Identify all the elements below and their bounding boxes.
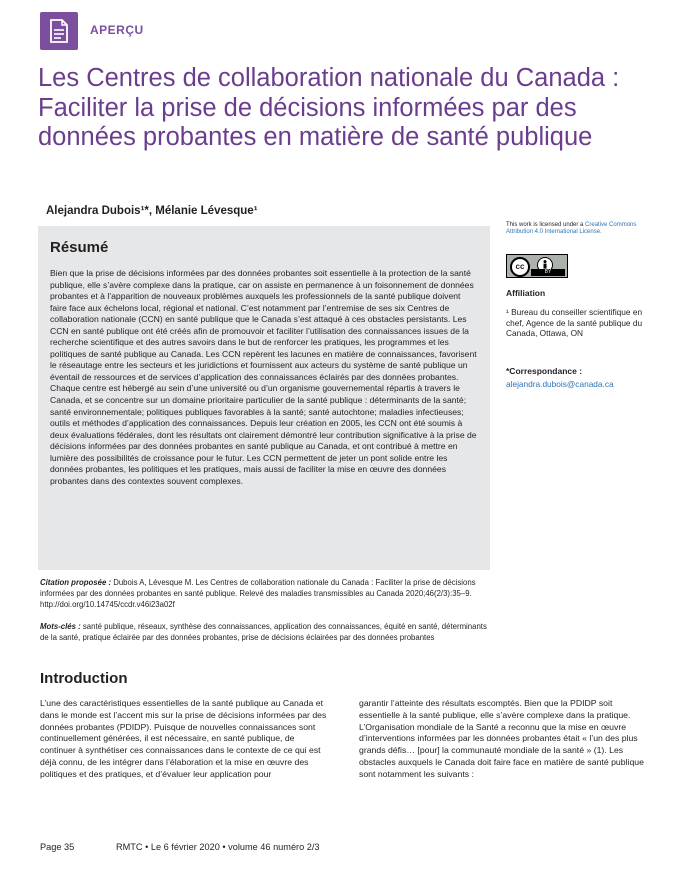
- cc-icon: cc: [510, 257, 530, 277]
- journal-info: RMTC • Le 6 février 2020 • volume 46 numéro 2/3: [116, 842, 320, 852]
- page-footer: [40, 842, 320, 852]
- abstract-text: Bien que la prise de décisions informées par des données probantes soit essentielle à la protection de la santé publique, elle s’avère complexe dans la pratique, car on assiste en permanence à un foisonnement de données probantes et à l’apparition de nouveaux problèmes auxquels les professionnels de la santé publique doivent faire face aux échelons local, régional et national. C’est notamment par l’entremise de ses six Centres de collaboration nationale (CCN) en santé publique que le Canada s’est attaqué à ces obstacles persistants. Les CCN en santé publique ont été créés afin de promouvoir et faciliter l’utilisation des connaissances issues de la recherche scientifique et des autres savoirs dans le but de renforcer les pratiques, les programmes et les politiques de santé publique au Canada. Les CCN repèrent les lacunes en matière de connaissances, favorisent le réseautage entre les secteurs et les juridictions et fournissent aux acteurs du système de santé publique un éventail de ressources et de services d’application des connaissances éclairés par des données probantes. Chaque centre est hébergé au sein d’une université ou d’un organisme gouvernemental répartis à travers le Canada, et se concentre sur un domaine prioritaire particulier de la santé publique : déterminants de la santé; santé environnementale; politiques publiques favorables à la santé; santé autochtone; maladies infectieuses; outils et méthodes d’application des connaissances. Depuis leur création en 2005, les CCN ont été soumis à deux évaluations fédérales, dont les résultats ont clairement démontré leur contribution significative à la prise de décisions informées par des données probantes en santé publique au Canada, et ont contribué à mettre en lumière des possibilités de croissance pour le futur. Les CCN permettent de jeter un pont solide entre les données probantes, les politiques et les pratiques, mais aussi de faciliter la mise en œuvre des données probantes dans des contextes souvent complexes.: [50, 268, 477, 486]
- keywords-text: santé publique, réseaux, synthèse des connaissances, application des connaissances, équité en santé, déterminants de la santé, pratique éclairée par des données probantes, prise de décisions éclairées par des données probantes: [40, 622, 487, 643]
- document-icon: [49, 19, 69, 43]
- cc-by-logo[interactable]: [506, 254, 568, 278]
- citation-block: [40, 577, 495, 611]
- affiliation-heading: Affiliation: [506, 288, 546, 298]
- citation-text: Dubois A, Lévesque M. Les Centres de collaboration nationale du Canada : Faciliter la prise de décisions informées par des données probantes en santé publique. Relevé des maladies transmissibles au Canada 2020;46(2/3):35–9. http://doi.org/10.14745/ccdr.v46i23a02f: [40, 578, 476, 610]
- body-column-right: [359, 698, 649, 780]
- license-prefix: This work is licensed under a: [506, 222, 586, 228]
- citation-label: Citation proposée :: [40, 578, 112, 587]
- affiliation-text: ¹ Bureau du conseiller scientifique en chef, Agence de la santé publique du Canada, Ottawa, ON: [506, 307, 643, 338]
- article-title: Les Centres de collaboration nationale du Canada : Faciliter la prise de décisions informées par des données probantes en matière de santé publique: [38, 64, 620, 151]
- section-heading-introduction: Introduction: [40, 670, 128, 687]
- intro-paragraph-1: L’une des caractéristiques essentielles de la santé publique au Canada et dans le monde est l’accent mis sur la prise de décisions informées par des données probantes (PDIDP). Puisque de nouvelles connaissances sont continuellement générées, il est nécessaire, en santé publique, de continuer à synthétiser ces connaissances dans le contexte de ce qui est déjà connu, de les intégrer dans l’élaboration et la mise en œuvre des politiques et des pratiques, et d’évaluer leur application pour: [40, 698, 327, 779]
- article-authors: Alejandra Dubois¹*, Mélanie Lévesque¹: [46, 205, 258, 217]
- keywords-block: [40, 621, 495, 643]
- body-column-left: [40, 698, 330, 780]
- abstract-box: [38, 226, 490, 570]
- intro-paragraph-2: garantir l’atteinte des résultats escomptés. Bien que la PDIDP soit essentielle à la santé publique, elle s’avère complexe dans la pratique. L’Organisation mondiale de la Santé a reconnu que la mise en œuvre d’interventions informées par les données probantes était « l’un des plus grands défis… [pour] la communauté mondiale de la santé » (1). Les obstacles auxquels le Canada doit faire face en matière de santé publique sont notamment les suivants :: [359, 698, 644, 779]
- license-note: [506, 222, 646, 236]
- correspondence-email[interactable]: alejandra.dubois@canada.ca: [506, 379, 614, 389]
- page-number: Page 35: [40, 842, 75, 852]
- license-link[interactable]: Creative Commons Attribution 4.0 International License.: [506, 222, 637, 235]
- cc-by-label: BY: [531, 269, 565, 276]
- abstract-heading: Résumé: [50, 239, 109, 256]
- category-label: APERÇU: [90, 23, 144, 37]
- correspondence-heading: *Correspondance :: [506, 366, 583, 376]
- keywords-label: Mots-clés :: [40, 622, 81, 631]
- document-badge: [40, 12, 78, 50]
